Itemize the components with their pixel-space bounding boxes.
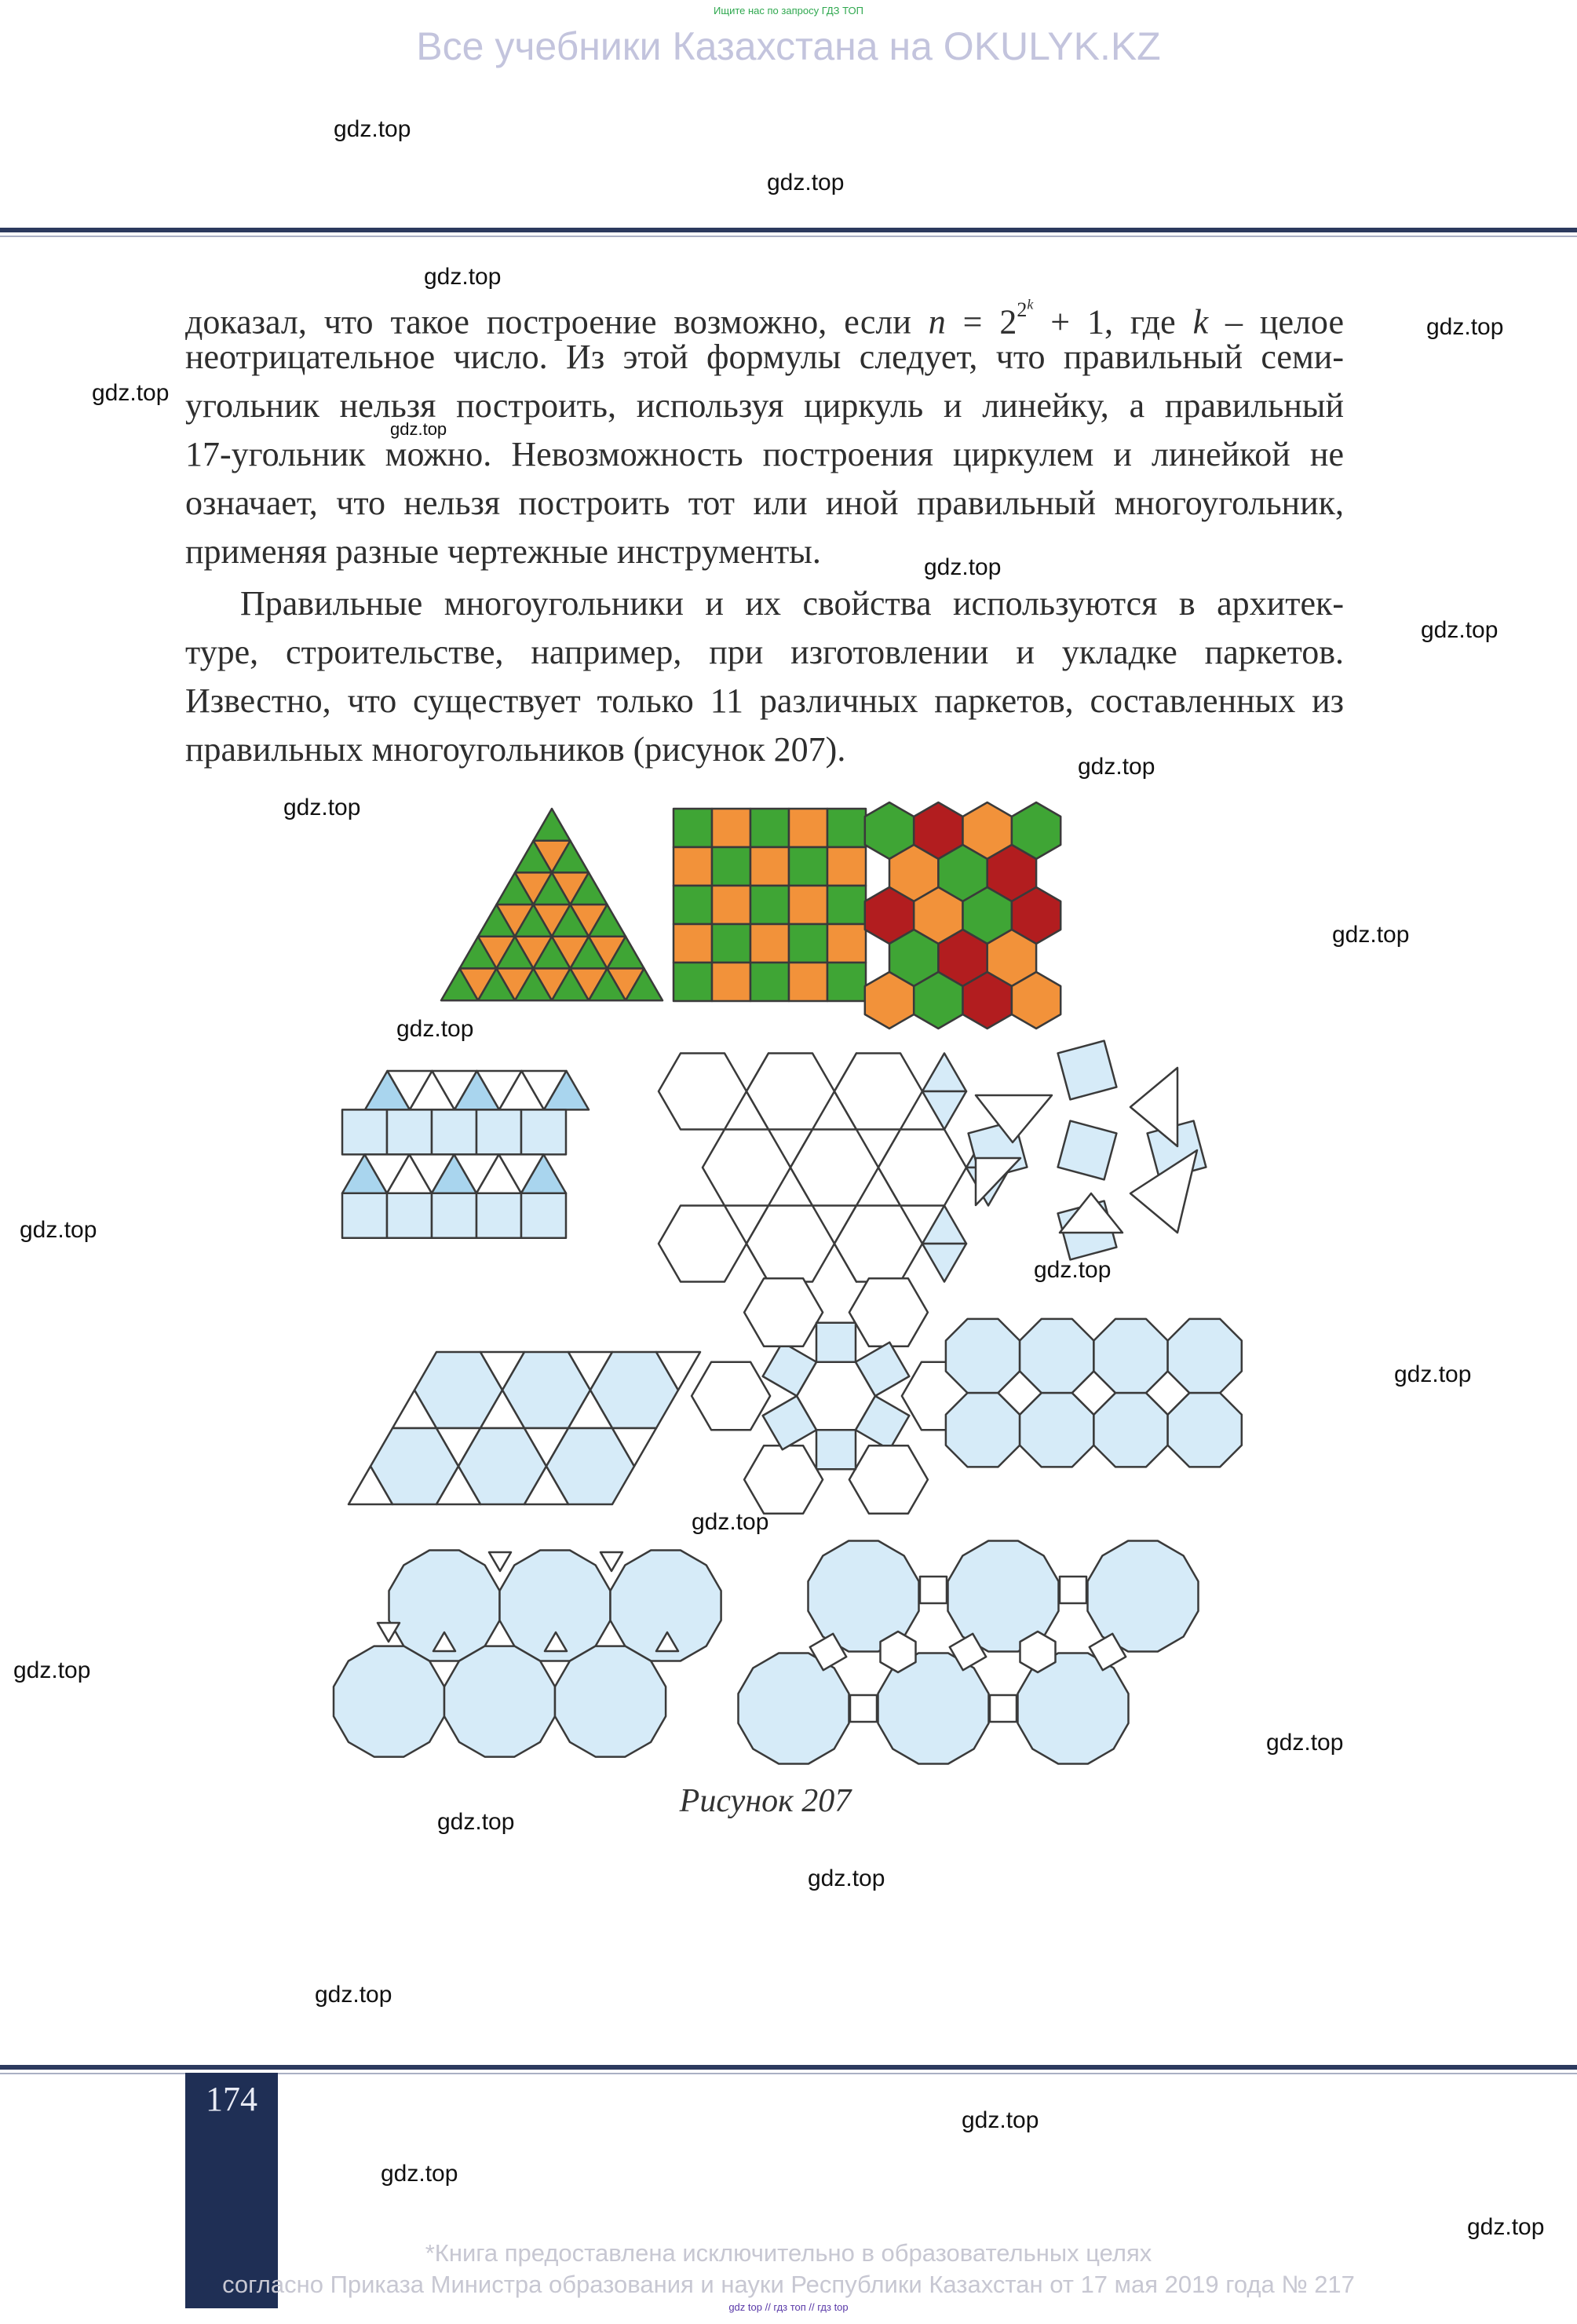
watermark: gdz.top [1467,2214,1545,2240]
watermark: gdz.top [962,2107,1039,2133]
square-tile [674,963,712,1001]
watermark: gdz.top [1034,1257,1112,1283]
hexagon-tile [881,1632,916,1672]
hexagon-tile [659,1206,747,1282]
text-line: правильных многоугольников (рисунок 207). [185,730,846,769]
triangle-tile [922,1054,966,1092]
hexagon-tile [834,1054,922,1130]
watermark: gdz.top [390,419,447,439]
square-tile [387,1109,432,1154]
hexagon-tile [744,1278,823,1347]
square-tile [827,809,866,847]
triangle-tile [922,1206,966,1244]
square-tile [850,1695,877,1722]
triangle-tile [534,809,571,841]
dodecagon-tile [739,1653,849,1764]
triangle-tile [922,1244,966,1282]
square-tile [521,1109,566,1154]
square-tile [789,809,827,847]
parquet-squares-triangles [342,1071,589,1238]
square-tile [712,963,750,1001]
watermark: gdz.top [20,1217,97,1243]
hexagon-tile [703,1130,790,1206]
watermark: gdz.top [692,1509,769,1535]
hexagon-tile [834,1206,922,1282]
square-tile [750,924,789,963]
triangle-tile [976,1158,1020,1205]
hexagon-tile [878,1130,966,1206]
square-tile [674,847,712,886]
watermark: gdz.top [424,264,502,290]
parquet-dodecagon-hexagon-square [739,1541,1199,1764]
square-tile [750,847,789,886]
triangle-tile [601,1552,622,1571]
parquet-dodecagon-triangle [334,1551,721,1757]
hexagon-tile [790,1130,878,1206]
watermark: gdz.top [92,380,170,406]
watermark: gdz.top [283,795,361,820]
watermark: gdz.top [315,1982,392,2008]
parquet-hexagons [865,802,1060,1029]
square-tile [712,809,750,847]
footer-links[interactable]: gdz top // гдз топ // гдз top [728,2301,849,2313]
square-tile [521,1193,566,1238]
dodecagon-tile [1088,1541,1199,1652]
square-tile [816,1430,856,1469]
text-line: Правильные многоугольники и их свойства используются в архитек- [240,584,1344,623]
text-line: неотрицательное число. Из этой формулы следует, что правильный семи- [185,338,1344,376]
hexagon-tile [849,1278,928,1347]
watermark: gdz.top [13,1657,91,1683]
square-tile [990,1695,1017,1722]
dodecagon-tile [555,1646,666,1757]
watermark: gdz.top [924,554,1002,580]
hexagon-tile [692,1362,770,1431]
watermark: gdz.top [1332,922,1410,948]
footer-rule [0,2065,1577,2070]
triangle-tile [922,1091,966,1130]
watermark: gdz.top [1266,1730,1344,1756]
watermark: gdz.top [1394,1361,1472,1387]
square-tile [750,963,789,1001]
watermark: gdz.top [334,116,411,142]
square-tile [1060,1577,1086,1603]
text-line: означает, что нельзя построить тот или иной правильный многоугольник, [185,484,1344,522]
figure-caption: Рисунок 207 [679,1783,852,1819]
square-tile [750,809,789,847]
watermark: gdz.top [808,1865,885,1891]
hexagon-tile [747,1054,834,1130]
square-tile [432,1193,476,1238]
text-line: туре, строительстве, например, при изготовлении и укладке паркетов. [185,633,1344,671]
footer-note-1: *Книга предоставлена исключительно в образовательных целях [425,2239,1152,2267]
text-line: Известно, что существует только 11 различных паркетов, составленных из [185,681,1344,720]
square-tile [789,886,827,924]
text-line: 17-угольник можно. Невозможность построения циркулем и линейкой не [185,435,1344,473]
square-tile [674,924,712,963]
text-line: угольник нельзя построить, используя циркуль и линейку, а правильный [185,386,1344,425]
page-number: 174 [206,2080,257,2118]
site-title[interactable]: Все учебники Казахстана на OKULYK.KZ [416,24,1161,68]
parquet-hex-square-triangle [692,1278,980,1514]
parquet-octagon-square [946,1319,1242,1467]
square-tile [827,847,866,886]
square-tile [387,1193,432,1238]
hexagon-tile [659,1054,747,1130]
square-tile [789,924,827,963]
top-note: Ищите нас по запросу ГДЗ ТОП [714,5,863,16]
watermark: gdz.top [767,170,845,195]
parquet-squares [674,809,866,1001]
square-tile [827,886,866,924]
hexagon-tile [744,1445,823,1514]
hexagon-tile [747,1206,834,1282]
square-tile [432,1109,476,1154]
watermark: gdz.top [1426,314,1504,340]
watermark: gdz.top [1078,754,1155,780]
text-line: доказал, что такое построение возможно, если $n = 2^{2^k} + 1$, где k – целое [185,296,1345,342]
square-tile [827,963,866,1001]
text-line: применяя разные чертежные инструменты. [185,532,821,571]
square-tile [827,924,866,963]
watermark: gdz.top [396,1016,474,1042]
triangle-tile [489,1552,511,1571]
square-tile [1058,1041,1117,1100]
watermark: gdz.top [437,1809,515,1835]
parquet-triangles [441,809,663,1000]
square-tile [342,1109,387,1154]
square-tile [712,924,750,963]
square-tile [712,847,750,886]
square-tile [816,1323,856,1362]
footer-note-2: согласно Приказа Министра образования и науки Республики Казахстан от 17 мая 2019 года № 217 [222,2271,1355,2298]
dodecagon-tile [444,1646,555,1757]
watermark: gdz.top [381,2161,458,2187]
square-tile [342,1193,387,1238]
dodecagon-tile [334,1646,444,1757]
parquet-triangle-hexagon [349,1352,700,1504]
square-tile [1058,1121,1117,1180]
parquet-trihexagonal [659,1054,1010,1282]
square-tile [712,886,750,924]
square-tile [476,1193,521,1238]
square-tile [674,886,712,924]
square-tile [920,1577,947,1603]
square-tile [476,1109,521,1154]
parquet-snub-square [969,1041,1206,1260]
watermark: gdz.top [1421,617,1499,643]
square-tile [789,963,827,1001]
square-tile [674,809,712,847]
square-tile [750,886,789,924]
square-tile [789,847,827,886]
hexagon-tile [849,1445,928,1514]
hexagon-tile [1020,1632,1056,1672]
